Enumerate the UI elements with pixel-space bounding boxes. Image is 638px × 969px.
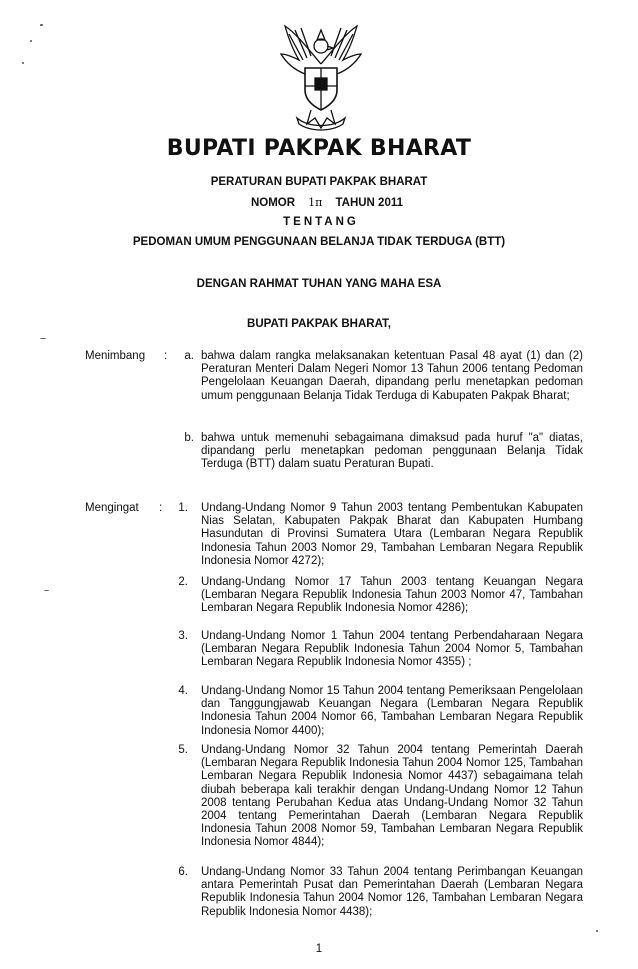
mengingat-item-5: Undang-Undang Nomor 32 Tahun 2004 tentang Pemerintah Daerah (Lembaran Negara Republik Indonesia Tahun 2004 Nomor 125, Tambahan Lembaran Negara Republik Indonesia Nomor 4437) sebagaimana telah diubah beberapa kali terakhir dengan Undang-Undang Nomor 12 Tahun 2008 tentang Perubahan Kedua atas Undang-Undang Nomor 32 Tahun 2004 tentang Pemerintahan Daerah (Lembaran Negara Republik Indonesia Tahun 2008 Nomor 59, Tambahan Lembaran Negara Republik Indonesia Nomor 4844); xyxy=(201,744,583,849)
scan-speck xyxy=(22,62,24,64)
mengingat-marker-5: 5. xyxy=(178,744,188,756)
blessing-line: DENGAN RAHMAT TUHAN YANG MAHA ESA xyxy=(196,278,442,290)
document-title: BUPATI PAKPAK BHARAT xyxy=(166,136,472,161)
about-heading: TENTANG xyxy=(283,216,359,228)
garuda-emblem xyxy=(279,20,363,136)
mengingat-colon: : xyxy=(159,502,163,514)
number-label: NOMOR xyxy=(250,197,296,209)
mengingat-marker-6: 6. xyxy=(178,866,188,878)
menimbang-item-b: bahwa untuk memenuhi sebagaimana dimaksud pada huruf "a" diatas, dipandang perlu menetapkan pedoman penggunaan Belanja Tidak Terduga (BTT) dalam suatu Peraturan Bupati. xyxy=(201,432,583,471)
mengingat-marker-4: 4. xyxy=(178,685,188,697)
number-value: 1π xyxy=(308,196,323,209)
menimbang-marker-b: b. xyxy=(184,432,194,444)
mengingat-marker-3: 3. xyxy=(178,630,188,642)
menimbang-colon: : xyxy=(164,350,168,362)
page-number: 1 xyxy=(315,943,323,955)
mengingat-item-6: Undang-Undang Nomor 33 Tahun 2004 tentang Perimbangan Keuangan antara Pemerintah Pusat dan Pemerintahan Daerah (Lembaran Negara Republik Indonesia Tahun 2004 Nomor 126, Tambahan Lembaran Negara Republik Indonesia Nomor 4438); xyxy=(201,866,583,918)
mengingat-marker-1: 1. xyxy=(178,502,188,514)
scan-speck xyxy=(40,338,46,339)
menimbang-label: Menimbang xyxy=(85,350,146,362)
regulation-number-line xyxy=(8,196,638,209)
subject-heading: PEDOMAN UMUM PENGGUNAAN BELANJA TIDAK TERDUGA (BTT) xyxy=(132,236,506,248)
scan-speck xyxy=(596,930,598,932)
mengingat-label: Mengingat xyxy=(85,502,139,514)
scan-speck xyxy=(30,40,32,42)
year-label: TAHUN 2011 xyxy=(335,197,404,209)
authority-line: BUPATI PAKPAK BHARAT, xyxy=(247,318,391,330)
mengingat-marker-2: 2. xyxy=(178,576,188,588)
scan-speck xyxy=(44,590,49,591)
scan-speck xyxy=(40,24,43,26)
mengingat-item-4: Undang-Undang Nomor 15 Tahun 2004 tentang Pemeriksaan Pengelolaan dan Tanggungjawab Keuangan Negara (Lembaran Negara Republik Indonesia Tahun 2004 Nomor 66, Tambahan Lembaran Negara Republik Indonesia Nomor 4400); xyxy=(201,685,583,737)
mengingat-item-2: Undang-Undang Nomor 17 Tahun 2003 tentang Keuangan Negara (Lembaran Negara Republik Indonesia Tahun 2003 Nomor 47, Tambahan Lembaran Negara Republik Indonesia Nomor 4286); xyxy=(201,576,583,615)
mengingat-item-1: Undang-Undang Nomor 9 Tahun 2003 tentang Pembentukan Kabupaten Nias Selatan, Kabupaten Pakpak Bharat dan Kabupaten Humbang Hasundutan di Provinsi Sumatera Utara (Lembaran Negara Republik Indonesia Tahun 2003 Nomor 29, Tambahan Lembaran Negara Republik Indonesia Nomor 4272); xyxy=(201,502,583,567)
menimbang-item-a: bahwa dalam rangka melaksanakan ketentuan Pasal 48 ayat (1) dan (2) Peraturan Menteri Dalam Negeri Nomor 13 Tahun 2006 tentang Pedoman Pengelolaan Keuangan Daerah, dipandang perlu menetapkan pedoman umum penggunaan Belanja Tidak Terduga di Kabupaten Pakpak Bharat; xyxy=(201,350,583,402)
regulation-heading: PERATURAN BUPATI PAKPAK BHARAT xyxy=(210,176,428,188)
mengingat-item-3: Undang-Undang Nomor 1 Tahun 2004 tentang Perbendaharaan Negara (Lembaran Negara Republik Indonesia Tahun 2004 Nomor 5, Tambahan Lembaran Negara Republik Indonesia Nomor 4355) ; xyxy=(201,630,583,669)
menimbang-marker-a: a. xyxy=(184,350,194,362)
